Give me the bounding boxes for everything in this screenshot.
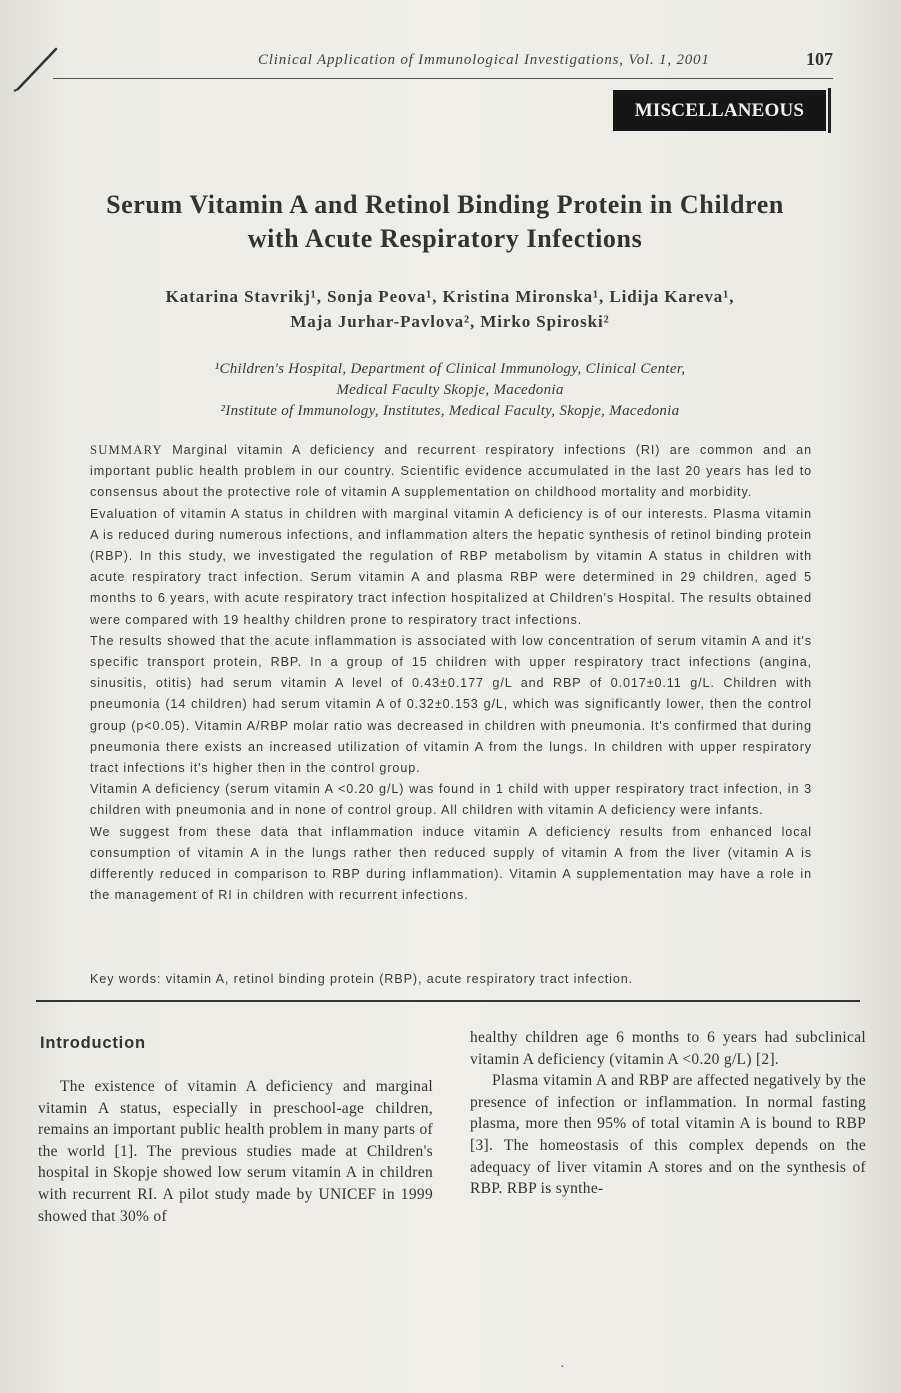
journal-citation: Clinical Application of Immunological Investigations, Vol. 1, 2001 <box>258 52 710 68</box>
author-list <box>70 284 830 334</box>
section-tag: MISCELLANEOUS <box>613 90 826 131</box>
summary-lead: SUMMARY <box>90 443 163 457</box>
affiliation-1-line-1: ¹Children's Hospital, Department of Clinical Immunology, Clinical Center, <box>214 361 686 377</box>
affiliation-1-line-2: Medical Faculty Skopje, Macedonia <box>336 382 564 398</box>
abstract-paragraph-3: The results showed that the acute inflammation is associated with low concentration of serum vitamin A and it's specific transport protein, RBP. In a group of 15 children with upper respiratory tract infections (angina, sinusitis, otitis) had serum vitamin A level of 0.43±0.177 g/L and RBP of 0.017±0.11 g/L. Children with pneumonia (14 children) had serum vitamin A of 0.32±0.153 g/L, which was significantly lower, then the control group (p<0.05). Vitamin A/RBP molar ratio was decreased in children with pneumonia. It's confirmed that during pneumonia there exists an increased utilization of vitamin A from the lungs. In children with upper respiratory tract infections it's higher then in the control group. <box>90 633 812 776</box>
body-column-right <box>470 1027 866 1200</box>
abstract-paragraph-1 <box>90 440 812 504</box>
intro-paragraph-2: Plasma vitamin A and RBP are affected negatively by the presence of infection or inflammation. In normal fasting plasma, more then 95% of total vitamin A is bound to RBP [3]. The homeostasis of this complex depends on the adequacy of liver vitamin A stores and on the synthesis of RBP. RBP is synthe- <box>470 1072 866 1198</box>
page-number: 107 <box>806 49 833 69</box>
abstract-divider <box>36 1000 860 1002</box>
affiliations <box>120 359 780 422</box>
authors-line-2: Maja Jurhar-Pavlova², Mirko Spiroski² <box>290 312 610 331</box>
keywords: Key words: vitamin A, retinol binding protein (RBP), acute respiratory tract infection. <box>90 972 634 986</box>
intro-paragraph-1: The existence of vitamin A deficiency and marginal vitamin A status, especially in preschool-age children, remains an important public health problem in many parts of the world [1]. The previous studies made at Children's hospital in Skopje showed low serum vitamin A in children with recurrent RI. A pilot study made by UNICEF in 1999 showed that 30% of <box>38 1078 433 1225</box>
abstract <box>90 440 812 906</box>
article-title <box>40 188 850 256</box>
section-tag-bar <box>828 88 831 133</box>
intro-paragraph-1-continued: healthy children age 6 months to 6 years had subclinical vitamin A deficiency (vitamin A <0.20 g/L) [2]. <box>470 1029 866 1068</box>
abstract-paragraph-2: Evaluation of vitamin A status in children with marginal vitamin A deficiency is of our interests. Plasma vitamin A is reduced during numerous infections, and inflammation alters the hepatic synthesis of retinol binding protein (RBP). In this study, we investigated the regulation of RBP metabolism by vitamin A status in children with acute respiratory tract infection. Serum vitamin A and plasma RBP were determined in 29 children, aged 5 months to 6 years, with acute respiratory tract infection hospitalized at Children's Hospital. The results obtained were compared with 19 healthy children prone to respiratory tract infections. <box>90 506 812 627</box>
introduction-heading: Introduction <box>40 1034 146 1052</box>
body-column-left <box>38 1076 433 1227</box>
title-line-1: Serum Vitamin A and Retinol Binding Protein in Children <box>106 190 784 219</box>
ink-speck: · <box>560 1360 565 1375</box>
header-rule <box>53 78 833 79</box>
pen-slash-mark <box>12 45 72 95</box>
affiliation-2: ²Institute of Immunology, Institutes, Medical Faculty, Skopje, Macedonia <box>220 403 680 419</box>
abstract-paragraph-4: Vitamin A deficiency (serum vitamin A <0.20 g/L) was found in 1 child with upper respiratory tract infection, in 3 children with pneumonia and in none of control group. All children with vitamin A deficiency were infants. <box>90 782 812 818</box>
running-head <box>258 49 833 69</box>
abstract-p1-text: Marginal vitamin A deficiency and recurrent respiratory infections (RI) are common and an important public health problem in our country. Scientific evidence accumulated in the last 20 years has led to consensus about the protective role of vitamin A supplementation on childhood mortality and morbidity. <box>90 443 812 500</box>
authors-line-1: Katarina Stavrikj¹, Sonja Peova¹, Kristina Mironska¹, Lidija Kareva¹, <box>165 287 735 306</box>
abstract-paragraph-5: We suggest from these data that inflammation induce vitamin A deficiency results from enhanced local consumption of vitamin A in the lungs rather then reduced supply of vitamin A from the liver (vitamin A is differently reduced in comparison to RBP during inflammation). Vitamin A supplementation may have a role in the management of RI in children with recurrent infections. <box>90 824 812 903</box>
title-line-2: with Acute Respiratory Infections <box>247 224 643 253</box>
